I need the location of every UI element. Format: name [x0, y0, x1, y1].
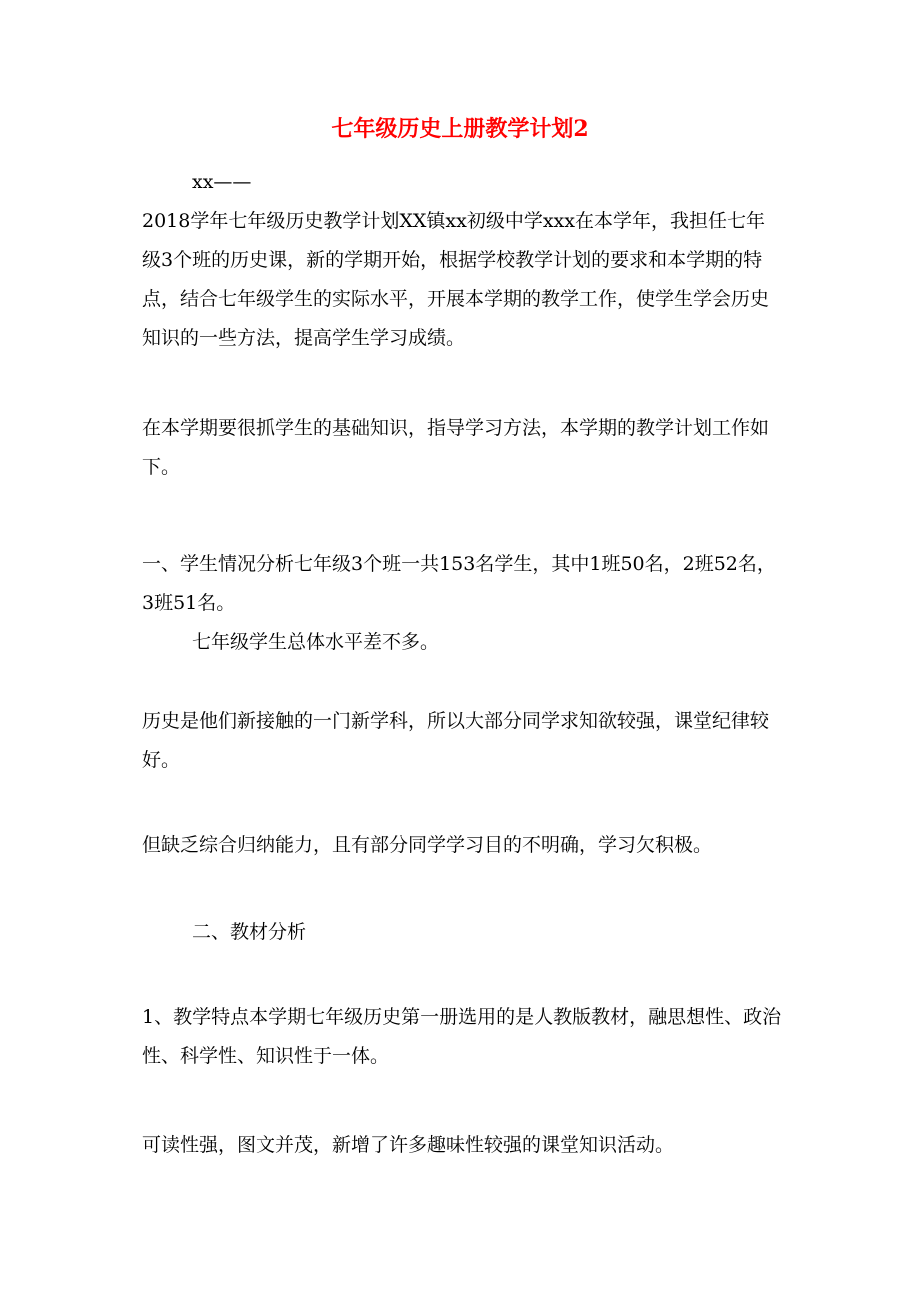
paragraph-interest: 历史是他们新接触的一门新学科，所以大部分同学求知欲较强，课堂纪律较好。 — [142, 710, 770, 771]
paragraph-intro: 2018学年七年级历史教学计划XX镇xx初级中学xxx在本学年，我担任七年级3个班的历史课，新的学期开始，根据学校教学计划的要求和本学期的特点，结合七年级学生的实际水平，开展本学期的教学工作，使学生学会历史知识的一些方法，提高学生学习成绩。 — [142, 210, 770, 349]
section-heading-textbook: 二、教材分析 — [192, 921, 307, 943]
paragraph-readability: 可读性强，图文并茂，新增了许多趣味性较强的课堂知识活动。 — [142, 1134, 675, 1156]
document-title: 七年级历史上册教学计划2 — [331, 116, 589, 142]
paragraph-focus: 在本学期要很抓学生的基础知识，指导学习方法，本学期的教学计划工作如下。 — [142, 417, 770, 478]
paragraph-weakness: 但缺乏综合归纳能力，且有部分同学学习目的不明确，学习欠积极。 — [142, 834, 713, 856]
paragraph-author: xx—— — [192, 171, 252, 193]
paragraph-overall-level: 七年级学生总体水平差不多。 — [192, 631, 440, 653]
paragraph-teaching-features: 1、教学特点本学期七年级历史第一册选用的是人教版教材，融思想性、政治性、科学性、知识性于一体。 — [142, 1006, 782, 1067]
paragraph-student-analysis: 一、学生情况分析七年级3个班一共153名学生，其中1班50名，2班52名，3班51名。 — [142, 553, 776, 614]
